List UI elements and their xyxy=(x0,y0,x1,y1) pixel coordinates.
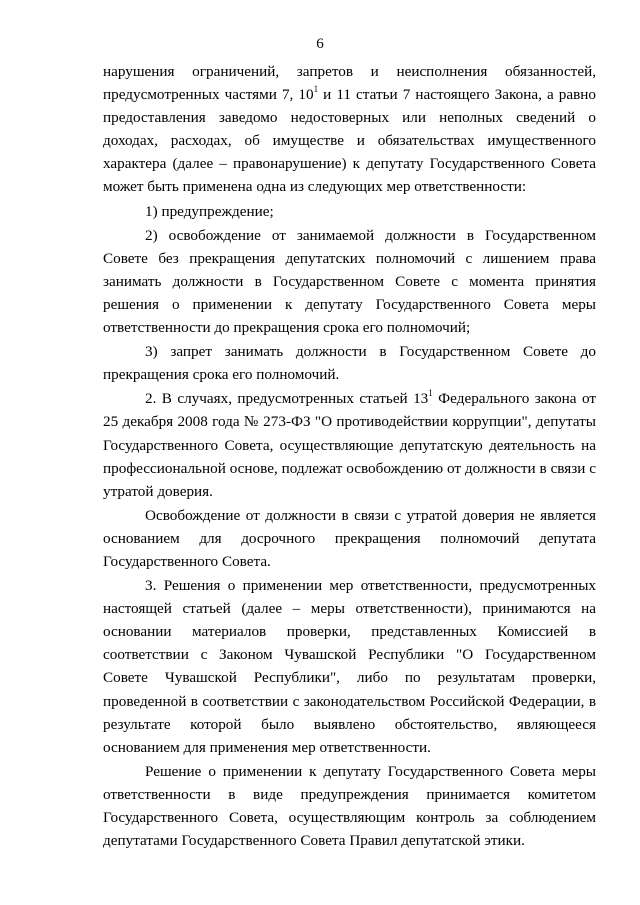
paragraph-continuation xyxy=(103,60,596,199)
paragraph-text: 2. В случаях, предусмотренных статьей 13 xyxy=(145,390,429,408)
list-item-dismissal: 2) освобождение от занимаемой должности в Государственном Совете без прекращения депутатских полномочий с лишением права занимать должности в Государственном Совете с момента принятия решения о применении к депутату Государственного Совета меры ответственности до прекращения срока его полномочий; xyxy=(103,226,596,337)
superscript: 1 xyxy=(313,84,319,95)
paragraph-section-2 xyxy=(103,387,596,502)
paragraph-text: Федерального закона от 25 декабря 2008 года № 273-ФЗ "О противодействии коррупции", депутаты Государственного Совета, осуществляющие депутатскую деятельность на профессиональной основе, подлежат освобождению от должности в связи с утратой доверия. xyxy=(103,390,596,500)
list-item-prohibition: 3) запрет занимать должности в Государственном Совете до прекращения срока его полномочий. xyxy=(103,343,596,384)
list-item-warning: 1) предупреждение; xyxy=(145,202,274,220)
paragraph-warning-decision: Решение о применении к депутату Государственного Совета меры ответственности в виде предупреждения принимается комитетом Государственного Совета, осуществляющим контроль за соблюдением депутатами Государственного Совета Правил депутатской этики. xyxy=(103,762,596,850)
paragraph-loss-of-trust: Освобождение от должности в связи с утратой доверия не является основанием для досрочного прекращения полномочий депутата Государственного Совета. xyxy=(103,506,596,570)
page-number: 6 xyxy=(316,36,324,52)
paragraph-text: и 11 статьи 7 настоящего Закона, а равно предоставления заведомо недостоверных или неполных сведений о доходах, расходах, об имуществе и обязательствах имущественного характера (далее – правонарушение) к депутату Государственного Совета может быть применена одна из следующих мер ответственности: xyxy=(103,86,596,196)
superscript: 1 xyxy=(428,388,433,399)
paragraph-section-3: 3. Решения о применении мер ответственности, предусмотренных настоящей статьей (далее – меры ответственности), принимаются на основании материалов проверки, представленных Комиссией в соответствии с Законом Чувашской Республики "О Государственном Совете Чувашской Республики", либо по результатам проверки, проведенной в соответствии с законодательством Российской Федерации, в результате которой было выявлено обстоятельство, являющееся основанием для применения мер ответственности. xyxy=(103,577,596,756)
paragraph-text: нарушения ограничений, запретов и неисполнения обязанностей, предусмотренных частями 7, 10 xyxy=(103,63,596,104)
document-body xyxy=(103,60,596,852)
